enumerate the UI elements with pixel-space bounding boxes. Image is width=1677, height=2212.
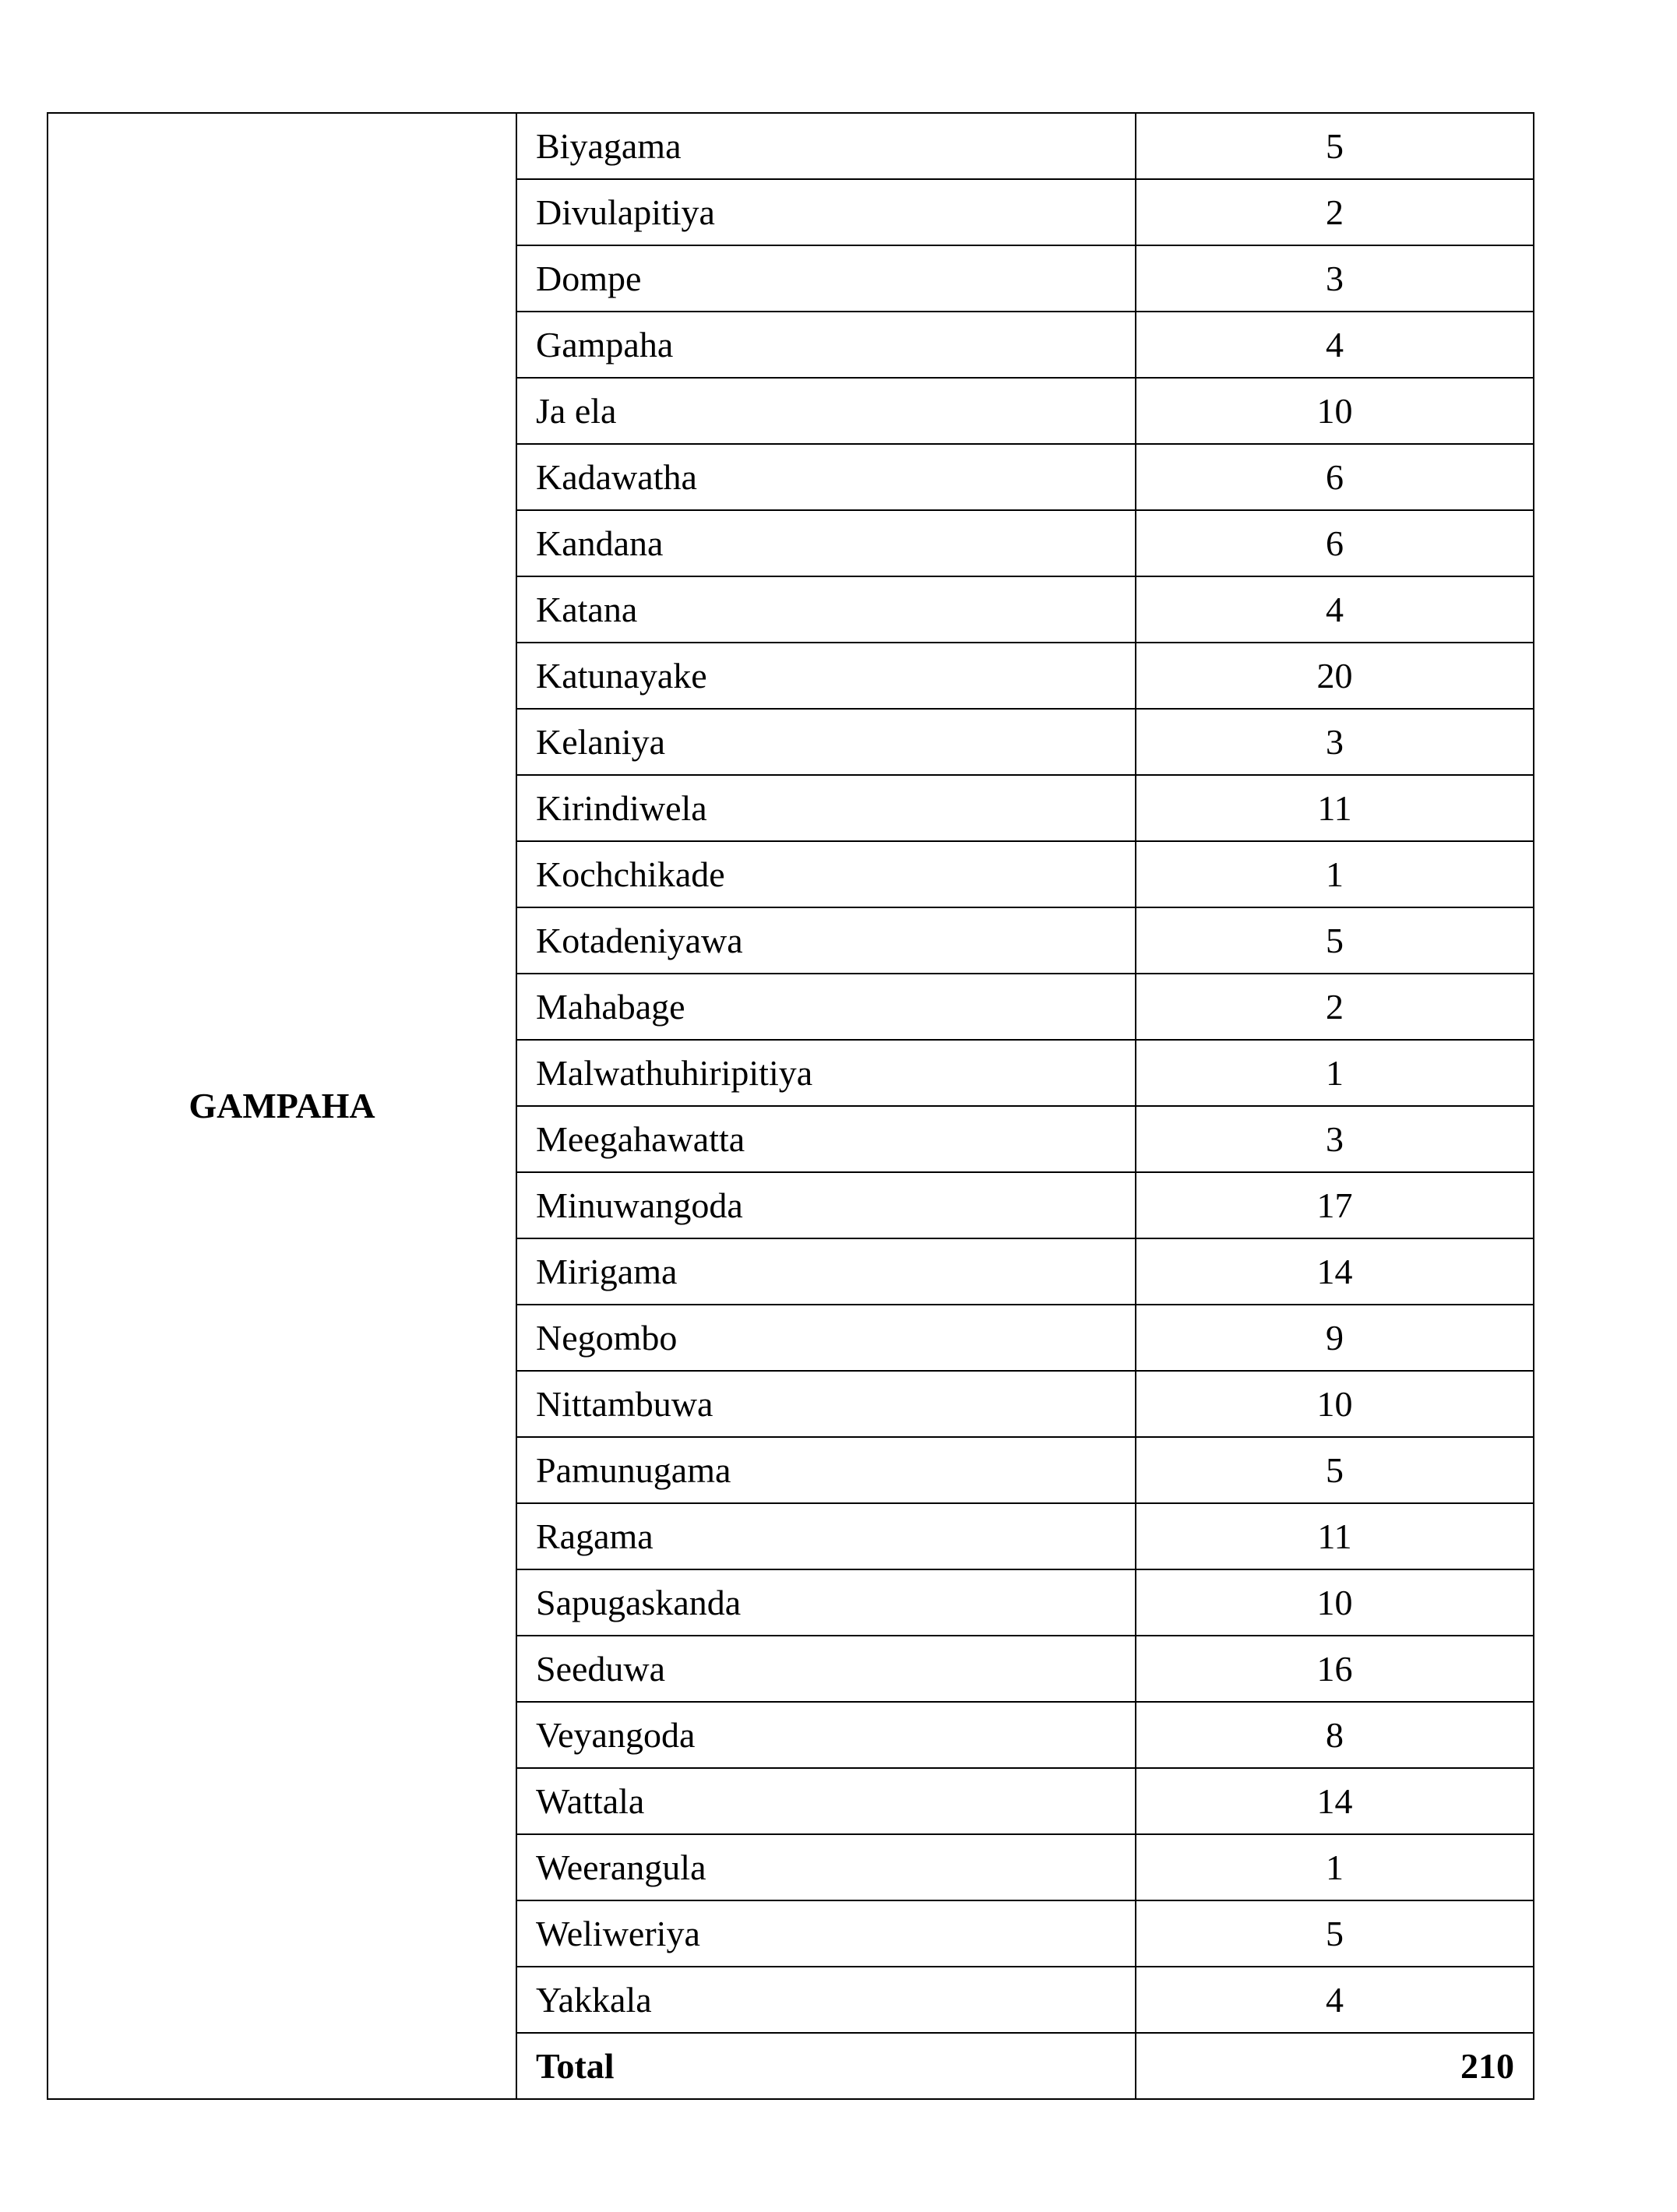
division-name: Kotadeniyawa xyxy=(516,907,1136,974)
division-count: 8 xyxy=(1136,1702,1534,1768)
division-count: 2 xyxy=(1136,179,1534,245)
division-count: 1 xyxy=(1136,1040,1534,1106)
division-count: 5 xyxy=(1136,1900,1534,1967)
division-count: 5 xyxy=(1136,113,1534,179)
division-name: Ja ela xyxy=(516,378,1136,444)
total-value: 210 xyxy=(1136,2033,1534,2099)
division-name: Seeduwa xyxy=(516,1636,1136,1702)
division-name: Pamunugama xyxy=(516,1437,1136,1503)
division-name: Nittambuwa xyxy=(516,1371,1136,1437)
division-count: 11 xyxy=(1136,1503,1534,1569)
division-name: Mirigama xyxy=(516,1238,1136,1305)
division-name: Kelaniya xyxy=(516,709,1136,775)
division-name: Kandana xyxy=(516,510,1136,576)
division-count: 17 xyxy=(1136,1172,1534,1238)
division-name: Divulapitiya xyxy=(516,179,1136,245)
division-count: 9 xyxy=(1136,1305,1534,1371)
division-count: 16 xyxy=(1136,1636,1534,1702)
division-name: Biyagama xyxy=(516,113,1136,179)
division-name: Kirindiwela xyxy=(516,775,1136,841)
division-count: 4 xyxy=(1136,312,1534,378)
total-label: Total xyxy=(516,2033,1136,2099)
division-name: Meegahawatta xyxy=(516,1106,1136,1172)
division-count: 6 xyxy=(1136,444,1534,510)
division-count: 1 xyxy=(1136,1834,1534,1900)
division-name: Kadawatha xyxy=(516,444,1136,510)
division-count: 5 xyxy=(1136,1437,1534,1503)
division-count: 5 xyxy=(1136,907,1534,974)
division-count: 2 xyxy=(1136,974,1534,1040)
division-count: 3 xyxy=(1136,1106,1534,1172)
division-count: 3 xyxy=(1136,245,1534,312)
division-name: Gampaha xyxy=(516,312,1136,378)
district-table xyxy=(47,112,1534,2100)
division-count: 20 xyxy=(1136,643,1534,709)
division-name: Minuwangoda xyxy=(516,1172,1136,1238)
division-count: 6 xyxy=(1136,510,1534,576)
division-name: Ragama xyxy=(516,1503,1136,1569)
division-name: Malwathuhiripitiya xyxy=(516,1040,1136,1106)
division-name: Veyangoda xyxy=(516,1702,1136,1768)
division-count: 10 xyxy=(1136,1569,1534,1636)
division-name: Sapugaskanda xyxy=(516,1569,1136,1636)
division-name: Wattala xyxy=(516,1768,1136,1834)
division-name: Dompe xyxy=(516,245,1136,312)
division-name: Yakkala xyxy=(516,1967,1136,2033)
division-count: 11 xyxy=(1136,775,1534,841)
division-name: Katana xyxy=(516,576,1136,643)
division-count: 10 xyxy=(1136,1371,1534,1437)
division-count: 10 xyxy=(1136,378,1534,444)
division-name: Negombo xyxy=(516,1305,1136,1371)
division-name: Weliweriya xyxy=(516,1900,1136,1967)
division-count: 4 xyxy=(1136,1967,1534,2033)
division-count: 4 xyxy=(1136,576,1534,643)
division-count: 14 xyxy=(1136,1768,1534,1834)
division-name: Katunayake xyxy=(516,643,1136,709)
district-name: GAMPAHA xyxy=(48,113,516,2099)
division-name: Kochchikade xyxy=(516,841,1136,907)
division-name: Mahabage xyxy=(516,974,1136,1040)
table-body xyxy=(48,113,1534,2099)
division-count: 1 xyxy=(1136,841,1534,907)
division-count: 3 xyxy=(1136,709,1534,775)
division-count: 14 xyxy=(1136,1238,1534,1305)
division-name: Weerangula xyxy=(516,1834,1136,1900)
table-row xyxy=(48,113,1534,179)
